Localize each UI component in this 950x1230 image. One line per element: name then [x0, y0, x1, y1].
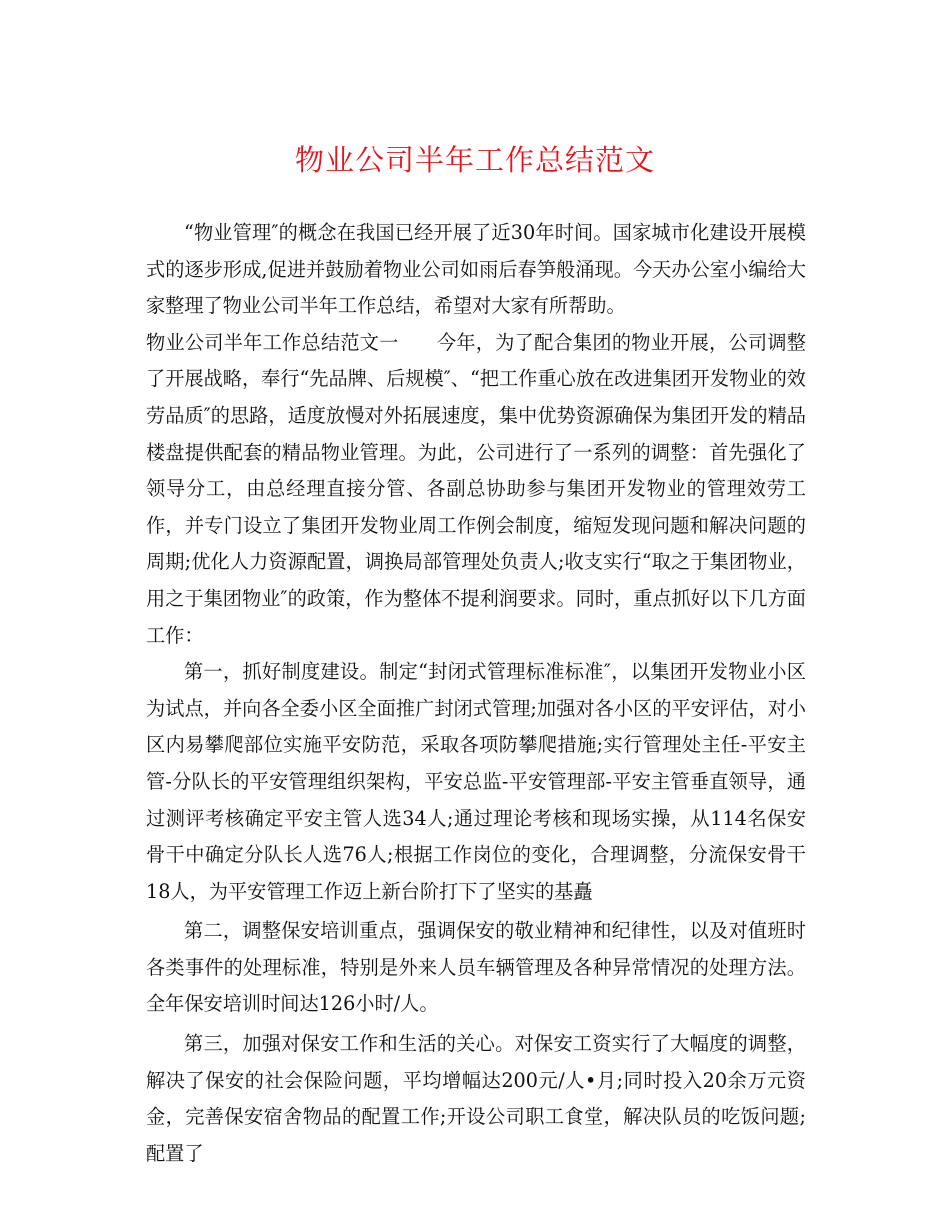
document-title: 物业公司半年工作总结范文 [294, 143, 655, 177]
point-1-paragraph: 第一，抓好制度建设。制定“封闭式管理标准标准″，以集团开发物业小区为试点，并向各全委小区全面推广封闭式管理;加强对各小区的平安评估，对小区内易攀爬部位实施平安防范，采取各项防攀爬措施;实行管理处主任-平安主管-分队长的平安管理组织架构，平安总监-平安管理部-平安主管垂直领导，通过测评考核确定平安主管人选34人;通过理论考核和现场实操，从114名保安骨干中确定分队长人选76人;根据工作岗位的变化，合理调整，分流保安骨干18人，为平安管理工作迈上新台阶打下了坚实的基矗 [146, 660, 806, 903]
document-body [146, 215, 806, 1172]
intro-paragraph: “物业管理″的概念在我国已经开展了近30年时间。国家城市化建设开展模式的逐步形成,促进并鼓励着物业公司如雨后春笋般涌现。今天办公室小编给大家整理了物业公司半年工作总结，希望对大家有所帮助。 [146, 221, 806, 318]
section-body: 今年，为了配合集团的物业开展，公司调整了开展战略，奉行“先品牌、后规模″、“把工作重心放在改进集团开发物业的效劳品质″的思路，适度放慢对外拓展速度，集中优势资源确保为集团开发的精品楼盘提供配套的精品物业管理。为此，公司进行了一系列的调整：首先强化了领导分工，由总经理直接分管、各副总协助参与集团开发物业的管理效劳工作，并专门设立了集团开发物业周工作例会制度，缩短发现问题和解决问题的周期;优化人力资源配置，调换局部管理处负责人;收支实行“取之于集团物业，用之于集团物业″的政策，作为整体不提利润要求。同时，重点抓好以下几方面工作： [146, 330, 806, 647]
point-3-paragraph: 第三，加强对保安工作和生活的关心。对保安工资实行了大幅度的调整，解决了保安的社会保险问题，平均增幅达200元/人•月;同时投入20余万元资金，完善保安宿舍物品的配置工作;开设公司职工食堂，解决队员的吃饭问题;配置了 [146, 1032, 806, 1165]
section-paragraph [146, 325, 806, 654]
section-heading: 物业公司半年工作总结范文一 [146, 330, 399, 354]
point-2-paragraph: 第二，调整保安培训重点，强调保安的敬业精神和纪律性，以及对值班时各类事件的处理标准，特别是外来人员车辆管理及各种异常情况的处理方法。全年保安培训时间达126小时/人。 [146, 919, 806, 1016]
